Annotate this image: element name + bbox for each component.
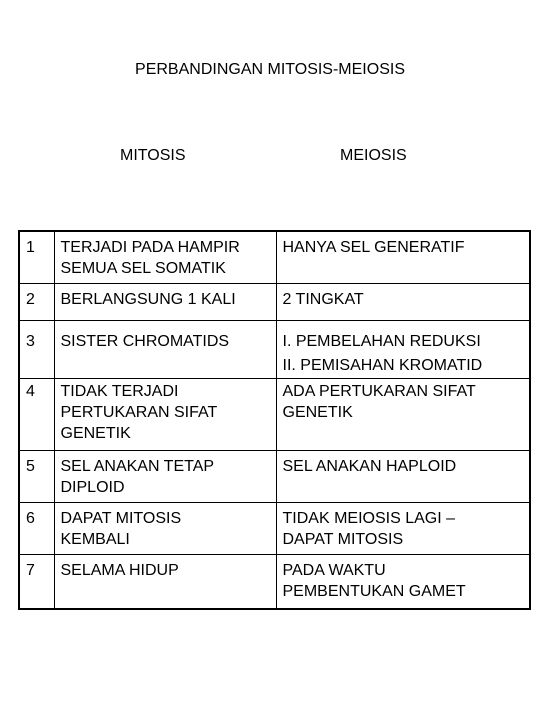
meiosis-cell [276, 284, 530, 321]
table-row [19, 321, 530, 379]
meiosis-cell [276, 451, 530, 503]
cell-text: SISTER CHROMATIDS [60, 333, 230, 350]
table-row [19, 231, 530, 284]
table-row [19, 503, 530, 555]
mitosis-cell [54, 379, 276, 451]
mitosis-cell [54, 321, 276, 379]
cell-text: BERLANGSUNG 1 KALI [60, 291, 236, 308]
cell-text: GENETIK [282, 404, 353, 421]
cell-text: TIDAK MEIOSIS LAGI – [282, 510, 455, 527]
cell-text: HANYA SEL GENERATIF [282, 239, 465, 256]
meiosis-cell [276, 555, 530, 610]
column-header-mitosis: MITOSIS [120, 147, 186, 164]
table-row [19, 555, 530, 610]
page-title: PERBANDINGAN MITOSIS-MEIOSIS [135, 61, 405, 78]
table-row [19, 284, 530, 321]
cell-text: PEMBENTUKAN GAMET [282, 583, 466, 600]
table-row [19, 451, 530, 503]
meiosis-cell [276, 503, 530, 555]
cell-text: SEMUA SEL SOMATIK [60, 260, 226, 277]
mitosis-cell [54, 231, 276, 284]
cell-text: II. PEMISAHAN KROMATID [282, 357, 483, 374]
cell-text: DAPAT MITOSIS [60, 510, 182, 527]
row-number: 6 [19, 503, 54, 555]
meiosis-cell [276, 321, 530, 379]
cell-text: DAPAT MITOSIS [282, 531, 404, 548]
row-number: 3 [19, 321, 54, 379]
cell-text: DIPLOID [60, 479, 125, 496]
comparison-table [18, 230, 531, 610]
cell-text: 2 TINGKAT [282, 291, 364, 308]
mitosis-cell [54, 555, 276, 610]
mitosis-cell [54, 451, 276, 503]
row-number: 5 [19, 451, 54, 503]
column-header-meiosis: MEIOSIS [340, 147, 407, 164]
cell-text: TERJADI PADA HAMPIR [60, 239, 240, 256]
row-number: 1 [19, 231, 54, 284]
cell-text: ADA PERTUKARAN SIFAT [282, 383, 476, 400]
table-row [19, 379, 530, 451]
cell-text: GENETIK [60, 425, 131, 442]
meiosis-cell [276, 379, 530, 451]
meiosis-cell [276, 231, 530, 284]
mitosis-cell [54, 503, 276, 555]
cell-text: TIDAK TERJADI [60, 383, 179, 400]
row-number: 4 [19, 379, 54, 451]
mitosis-cell [54, 284, 276, 321]
cell-text: PADA WAKTU [282, 562, 386, 579]
cell-text: PERTUKARAN SIFAT [60, 404, 218, 421]
cell-text: SEL ANAKAN TETAP [60, 458, 215, 475]
row-number: 7 [19, 555, 54, 610]
row-number: 2 [19, 284, 54, 321]
cell-text: I. PEMBELAHAN REDUKSI [282, 333, 481, 350]
cell-text: SEL ANAKAN HAPLOID [282, 458, 457, 475]
cell-text: KEMBALI [60, 531, 130, 548]
cell-text: SELAMA HIDUP [60, 562, 179, 579]
